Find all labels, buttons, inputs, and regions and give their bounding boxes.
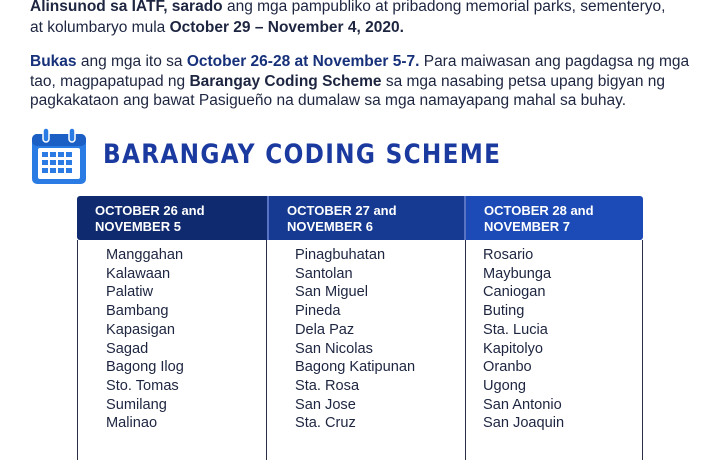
notice-text-1: ang mga ito sa	[76, 53, 187, 70]
list-item: Sta. Lucia	[483, 321, 548, 338]
table-divider-left	[77, 240, 78, 460]
column-header-3-line1: OCTOBER 28 and	[484, 203, 594, 218]
list-item: Ugong	[483, 377, 527, 394]
list-item: Oranbo	[483, 359, 532, 376]
intro-paragraph	[30, 0, 710, 38]
intro-text-2: at kolumbaryo mula	[30, 19, 170, 36]
list-item: Sto. Tomas	[106, 377, 179, 394]
list-item: Bagong Ilog	[106, 359, 184, 376]
list-item: Dela Paz	[295, 321, 355, 338]
column-header-1-line1: OCTOBER 26 and	[95, 203, 205, 218]
list-item: Kapitolyo	[483, 340, 544, 357]
list-item: Malinao	[106, 415, 158, 432]
list-item: Kalawaan	[106, 265, 171, 282]
schedule-table-header	[77, 196, 643, 240]
list-item: San Jose	[295, 396, 356, 413]
column-header-2	[267, 196, 464, 240]
barangay-list-col-1	[106, 246, 184, 433]
scheme-title: BARANGAY CODING SCHEME	[103, 139, 502, 170]
list-item: San Nicolas	[295, 340, 373, 357]
list-item: San Miguel	[295, 284, 369, 301]
list-item: San Antonio	[483, 396, 562, 413]
column-header-1-line2: NOVEMBER 5	[95, 219, 181, 234]
list-item: Sumilang	[106, 396, 167, 413]
barangay-list-col-2	[295, 246, 415, 433]
list-item: Sta. Rosa	[295, 377, 360, 394]
list-item: Caniogan	[483, 284, 546, 301]
column-header-1	[77, 196, 267, 240]
list-item: Bambang	[106, 303, 169, 320]
notice-text-3: sa mga nasabing petsa upang bigyan ng pagkakataon ang bawat Pasigueño na dumalaw sa mga namayapang mahal sa buhay.	[30, 72, 666, 109]
table-divider-2	[465, 240, 466, 460]
list-item: Bagong Katipunan	[295, 359, 416, 376]
intro-text: ang mga pampubliko at pribadong memorial parks, sementeryo,	[222, 0, 666, 15]
list-item: Sagad	[106, 340, 149, 357]
list-item: San Joaquin	[483, 415, 565, 432]
list-item: Buting	[483, 303, 525, 320]
column-header-2-line1: OCTOBER 27 and	[287, 203, 397, 218]
notice-paragraph	[30, 52, 710, 111]
notice-text-2: Para maiwasan ang pagdagsa ng mga tao, magpapatupad ng	[30, 53, 690, 90]
list-item: Palatiw	[106, 284, 154, 301]
column-header-3-line2: NOVEMBER 7	[484, 219, 570, 234]
table-divider-1	[266, 240, 267, 460]
list-item: Pinagbuhatan	[295, 247, 386, 263]
barangay-list-col-3	[483, 246, 564, 433]
list-item: Rosario	[483, 247, 534, 263]
list-item: Santolan	[295, 265, 353, 282]
list-item: Manggahan	[106, 247, 184, 263]
list-item: Maybunga	[483, 265, 552, 282]
intro-lead: Alinsunod sa IATF, sarado	[30, 0, 223, 15]
list-item: Kapasigan	[106, 321, 175, 338]
notice-scheme-name: Barangay Coding Scheme	[189, 72, 382, 90]
notice-open-dates: October 26-28 at November 5-7.	[186, 53, 420, 70]
list-item: Sta. Cruz	[295, 415, 356, 432]
calendar-icon	[30, 126, 88, 186]
table-divider-right	[642, 240, 643, 460]
notice-open-word: Bukas	[30, 53, 77, 70]
intro-dates: October 29 – November 4, 2020.	[169, 19, 404, 36]
column-header-3	[464, 196, 643, 240]
coding-scheme-heading	[30, 126, 670, 186]
column-header-2-line2: NOVEMBER 6	[287, 219, 373, 234]
list-item: Pineda	[295, 303, 341, 320]
